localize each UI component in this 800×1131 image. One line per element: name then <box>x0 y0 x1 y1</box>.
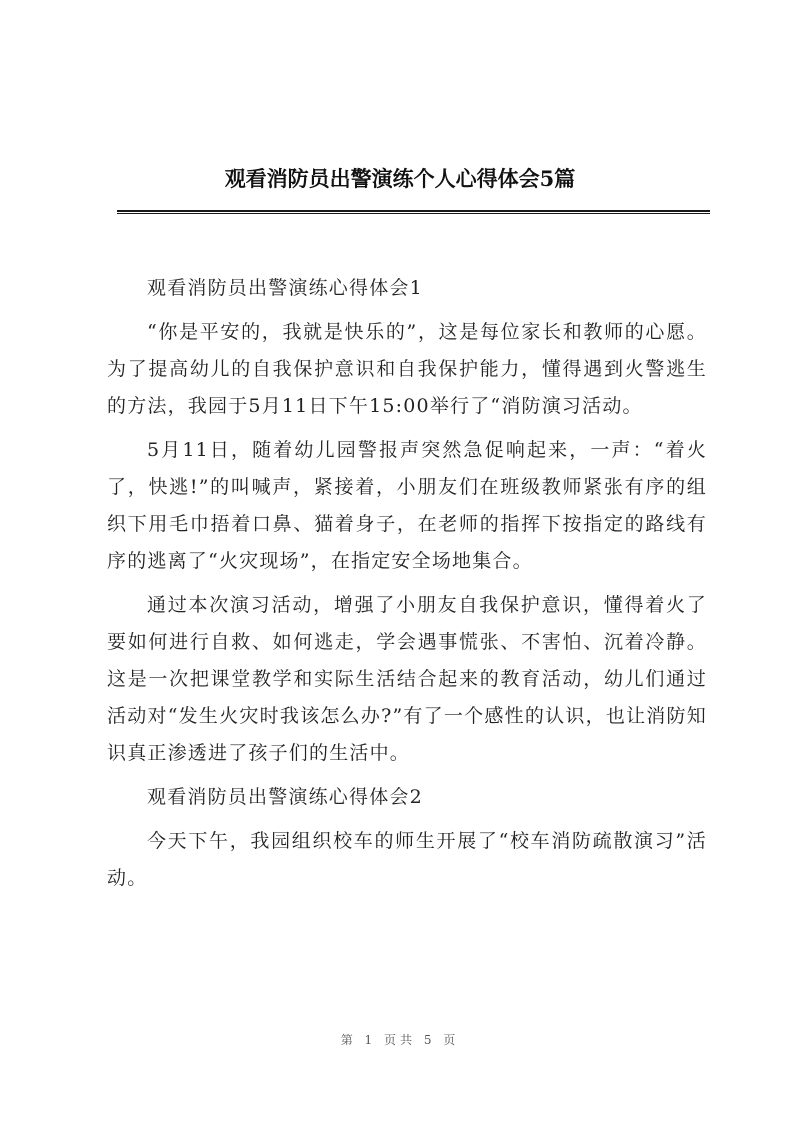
title-divider <box>117 210 710 214</box>
paragraph: 5月11日，随着幼儿园警报声突然急促响起来，一声：“着火了，快逃!”的叫喊声，紧接着，小朋友们在班级教师紧张有序的组织下用毛巾捂着口鼻、猫着身子，在老师的指挥下按指定的路线有序的逃离了“火灾现场”，在指定安全场地集合。 <box>107 439 707 572</box>
section-heading-2: 观看消防员出警演练心得体会2 <box>147 786 423 808</box>
page-title: 观看消防员出警演练个人心得体会5篇 <box>224 166 576 191</box>
page-footer: 第 1 页共 5 页 <box>340 1033 460 1047</box>
document-body <box>107 270 707 897</box>
paragraph: 通过本次演习活动，增强了小朋友自我保护意识，懂得着火了要如何进行自救、如何逃走，学会遇事慌张、不害怕、沉着冷静。这是一次把课堂教学和实际生活结合起来的教育活动，幼儿们通过活动对“发生火灾时我该怎么办?”有了一个感性的认识，也让消防知识真正渗透进了孩子们的生活中。 <box>107 594 707 764</box>
section-heading-1: 观看消防员出警演练心得体会1 <box>147 277 423 299</box>
paragraph: “你是平安的，我就是快乐的”，这是每位家长和教师的心愿。为了提高幼儿的自我保护意识和自我保护能力，懂得遇到火警逃生的方法，我园于5月11日下午15:00举行了“消防演习活动。 <box>107 321 707 417</box>
paragraph: 今天下午，我园组织校车的师生开展了“校车消防疏散演习”活动。 <box>107 830 707 889</box>
